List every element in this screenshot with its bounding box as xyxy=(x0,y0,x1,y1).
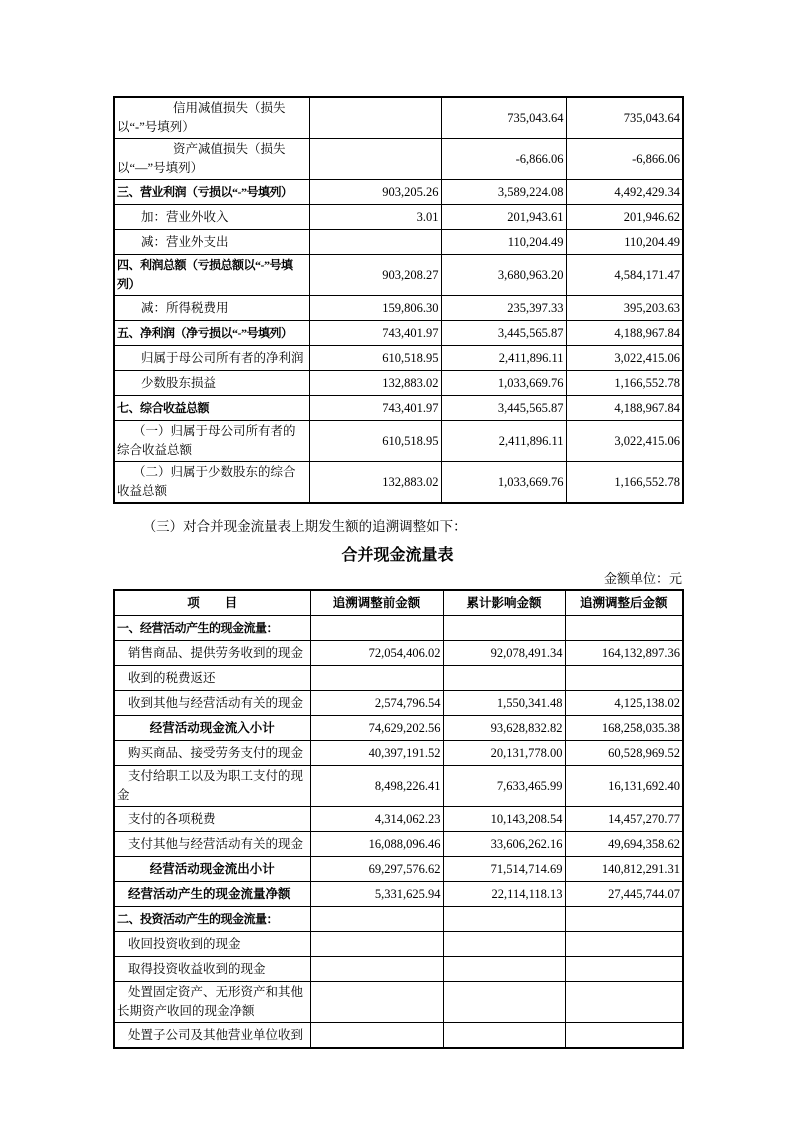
row-value-impact: 20,131,778.00 xyxy=(443,741,565,766)
row-item-label: 支付给职工以及为职工支付的现金 xyxy=(114,766,310,807)
row-item-label: 七、综合收益总额 xyxy=(114,396,309,421)
row-item-label: 支付的各项税费 xyxy=(114,807,310,832)
row-item-label: 四、利润总额（亏损总额以“-”号填列） xyxy=(114,255,309,296)
row-item-label: 处置子公司及其他营业单位收到 xyxy=(114,1023,310,1049)
row-value-post: 110,204.49 xyxy=(566,230,683,255)
row-item-label: 经营活动产生的现金流量净额 xyxy=(114,882,310,907)
row-value-pre: 2,574,796.54 xyxy=(310,691,443,716)
table-row xyxy=(114,932,683,957)
table-row xyxy=(114,1023,683,1049)
row-item-label: 三、营业利润（亏损以“-”号填列） xyxy=(114,180,309,205)
page-content xyxy=(113,96,682,1049)
cashflow-table-header xyxy=(114,590,683,616)
row-value-post xyxy=(565,616,683,641)
row-value-impact: 1,033,669.76 xyxy=(441,462,566,504)
row-item-label: 收到的税费返还 xyxy=(114,666,310,691)
table-row xyxy=(114,255,683,296)
row-value-post: 140,812,291.31 xyxy=(565,857,683,882)
unit-label: 金额单位：元 xyxy=(603,571,682,586)
row-value-impact: 3,445,565.87 xyxy=(441,321,566,346)
cashflow-table-rows xyxy=(114,616,683,1049)
row-value-impact xyxy=(443,932,565,957)
table-row xyxy=(114,139,683,180)
cashflow-table xyxy=(113,589,684,1049)
row-item-label: 收回投资收到的现金 xyxy=(114,932,310,957)
row-value-impact: 201,943.61 xyxy=(441,205,566,230)
table-row xyxy=(114,616,683,641)
row-value-post xyxy=(565,982,683,1023)
row-value-post xyxy=(565,932,683,957)
row-value-pre xyxy=(309,230,441,255)
row-value-post: 27,445,744.07 xyxy=(565,882,683,907)
table-row xyxy=(114,691,683,716)
table-row xyxy=(114,766,683,807)
section-note: （三）对合并现金流量表上期发生额的追溯调整如下： xyxy=(142,519,467,534)
row-value-post xyxy=(565,907,683,932)
table-row xyxy=(114,371,683,396)
row-value-pre xyxy=(310,616,443,641)
row-value-pre: 132,883.02 xyxy=(309,462,441,504)
table-row xyxy=(114,741,683,766)
row-value-post: 14,457,270.77 xyxy=(565,807,683,832)
table-row xyxy=(114,205,683,230)
row-value-post xyxy=(565,666,683,691)
row-item-label: 五、净利润（净亏损以“-”号填列） xyxy=(114,321,309,346)
row-value-impact: 735,043.64 xyxy=(441,97,566,139)
row-value-pre: 903,205.26 xyxy=(309,180,441,205)
row-value-impact: 22,114,118.13 xyxy=(443,882,565,907)
row-value-impact: 33,606,262.16 xyxy=(443,832,565,857)
row-value-impact xyxy=(443,907,565,932)
row-value-post: -6,866.06 xyxy=(566,139,683,180)
row-item-label: （二）归属于少数股东的综合收益总额 xyxy=(114,462,309,504)
row-value-post: 735,043.64 xyxy=(566,97,683,139)
table-row xyxy=(114,982,683,1023)
row-value-impact xyxy=(443,666,565,691)
row-value-pre xyxy=(309,97,441,139)
row-value-impact xyxy=(443,1023,565,1049)
row-value-post: 16,131,692.40 xyxy=(565,766,683,807)
row-value-post xyxy=(565,1023,683,1049)
table-row xyxy=(114,321,683,346)
row-value-impact xyxy=(443,957,565,982)
table-row xyxy=(114,716,683,741)
row-item-label: 资产减值损失（损失以“—”号填列） xyxy=(114,139,309,180)
row-value-post xyxy=(565,957,683,982)
row-value-impact: 3,589,224.08 xyxy=(441,180,566,205)
row-value-impact: 3,680,963.20 xyxy=(441,255,566,296)
table-row xyxy=(114,857,683,882)
row-value-impact: 93,628,832.82 xyxy=(443,716,565,741)
row-item-label: 归属于母公司所有者的净利润 xyxy=(114,346,309,371)
row-value-pre: 3.01 xyxy=(309,205,441,230)
table-row xyxy=(114,396,683,421)
column-header-3: 追溯调整后金额 xyxy=(565,590,683,616)
table-row xyxy=(114,807,683,832)
header-row xyxy=(114,590,683,616)
row-value-impact: 2,411,896.11 xyxy=(441,421,566,462)
row-value-pre: 132,883.02 xyxy=(309,371,441,396)
row-item-label: 处置固定资产、无形资产和其他长期资产收回的现金净额 xyxy=(114,982,310,1023)
row-item-label: 经营活动现金流出小计 xyxy=(114,857,310,882)
row-value-post: 395,203.63 xyxy=(566,296,683,321)
row-value-pre: 72,054,406.02 xyxy=(310,641,443,666)
row-value-pre: 159,806.30 xyxy=(309,296,441,321)
row-item-label: 取得投资收益收到的现金 xyxy=(114,957,310,982)
row-item-label: 经营活动现金流入小计 xyxy=(114,716,310,741)
row-item-label: 支付其他与经营活动有关的现金 xyxy=(114,832,310,857)
row-value-post: 4,584,171.47 xyxy=(566,255,683,296)
table-row xyxy=(114,641,683,666)
row-value-post: 4,188,967.84 xyxy=(566,396,683,421)
table-row xyxy=(114,462,683,504)
row-value-impact xyxy=(443,616,565,641)
table-row xyxy=(114,97,683,139)
row-value-post: 1,166,552.78 xyxy=(566,371,683,396)
table-row xyxy=(114,346,683,371)
row-value-pre: 8,498,226.41 xyxy=(310,766,443,807)
row-value-impact: 71,514,714.69 xyxy=(443,857,565,882)
table-row xyxy=(114,882,683,907)
table-row xyxy=(114,421,683,462)
row-value-impact: 2,411,896.11 xyxy=(441,346,566,371)
row-item-label: 减：营业外支出 xyxy=(114,230,309,255)
column-header-2: 累计影响金额 xyxy=(443,590,565,616)
row-item-label: 购买商品、接受劳务支付的现金 xyxy=(114,741,310,766)
row-item-label: 一、经营活动产生的现金流量： xyxy=(114,616,310,641)
row-value-impact: 10,143,208.54 xyxy=(443,807,565,832)
row-value-pre: 903,208.27 xyxy=(309,255,441,296)
income-statement-rows xyxy=(114,97,683,503)
row-value-pre: 69,297,576.62 xyxy=(310,857,443,882)
row-value-pre: 4,314,062.23 xyxy=(310,807,443,832)
table-row xyxy=(114,180,683,205)
row-value-post: 3,022,415.06 xyxy=(566,421,683,462)
row-value-post: 60,528,969.52 xyxy=(565,741,683,766)
row-value-pre xyxy=(309,139,441,180)
row-value-post: 49,694,358.62 xyxy=(565,832,683,857)
income-statement-table xyxy=(113,96,684,504)
table-row xyxy=(114,907,683,932)
row-value-impact: 235,397.33 xyxy=(441,296,566,321)
row-value-post: 168,258,035.38 xyxy=(565,716,683,741)
row-value-pre xyxy=(310,1023,443,1049)
row-value-post: 4,188,967.84 xyxy=(566,321,683,346)
table-row xyxy=(114,296,683,321)
row-item-label: 加：营业外收入 xyxy=(114,205,309,230)
row-value-impact: 7,633,465.99 xyxy=(443,766,565,807)
table-row xyxy=(114,230,683,255)
row-item-label: 二、投资活动产生的现金流量： xyxy=(114,907,310,932)
row-value-impact: -6,866.06 xyxy=(441,139,566,180)
row-value-impact xyxy=(443,982,565,1023)
row-value-post: 201,946.62 xyxy=(566,205,683,230)
row-item-label: 少数股东损益 xyxy=(114,371,309,396)
row-value-post: 164,132,897.36 xyxy=(565,641,683,666)
table-row xyxy=(114,957,683,982)
row-value-pre xyxy=(310,907,443,932)
row-value-pre xyxy=(310,666,443,691)
row-value-pre xyxy=(310,957,443,982)
row-value-post: 3,022,415.06 xyxy=(566,346,683,371)
row-value-pre xyxy=(310,982,443,1023)
row-value-impact: 3,445,565.87 xyxy=(441,396,566,421)
row-value-pre: 610,518.95 xyxy=(309,421,441,462)
row-value-pre: 16,088,096.46 xyxy=(310,832,443,857)
row-value-impact: 1,033,669.76 xyxy=(441,371,566,396)
cashflow-table-title: 合并现金流量表 xyxy=(341,547,454,564)
row-value-pre: 610,518.95 xyxy=(309,346,441,371)
row-value-post: 4,125,138.02 xyxy=(565,691,683,716)
row-value-post: 4,492,429.34 xyxy=(566,180,683,205)
column-header-1: 追溯调整前金额 xyxy=(310,590,443,616)
row-item-label: 销售商品、提供劳务收到的现金 xyxy=(114,641,310,666)
row-item-label: 收到其他与经营活动有关的现金 xyxy=(114,691,310,716)
row-value-pre: 5,331,625.94 xyxy=(310,882,443,907)
row-value-post: 1,166,552.78 xyxy=(566,462,683,504)
table-row xyxy=(114,666,683,691)
row-value-impact: 1,550,341.48 xyxy=(443,691,565,716)
row-item-label: 减：所得税费用 xyxy=(114,296,309,321)
row-item-label: （一）归属于母公司所有者的综合收益总额 xyxy=(114,421,309,462)
row-value-impact: 92,078,491.34 xyxy=(443,641,565,666)
row-value-pre: 743,401.97 xyxy=(309,396,441,421)
column-header-0: 项 目 xyxy=(114,590,310,616)
row-value-pre xyxy=(310,932,443,957)
row-value-pre: 74,629,202.56 xyxy=(310,716,443,741)
row-value-pre: 40,397,191.52 xyxy=(310,741,443,766)
table-row xyxy=(114,832,683,857)
row-value-pre: 743,401.97 xyxy=(309,321,441,346)
row-value-impact: 110,204.49 xyxy=(441,230,566,255)
row-item-label: 信用减值损失（损失以“-”号填列） xyxy=(114,97,309,139)
